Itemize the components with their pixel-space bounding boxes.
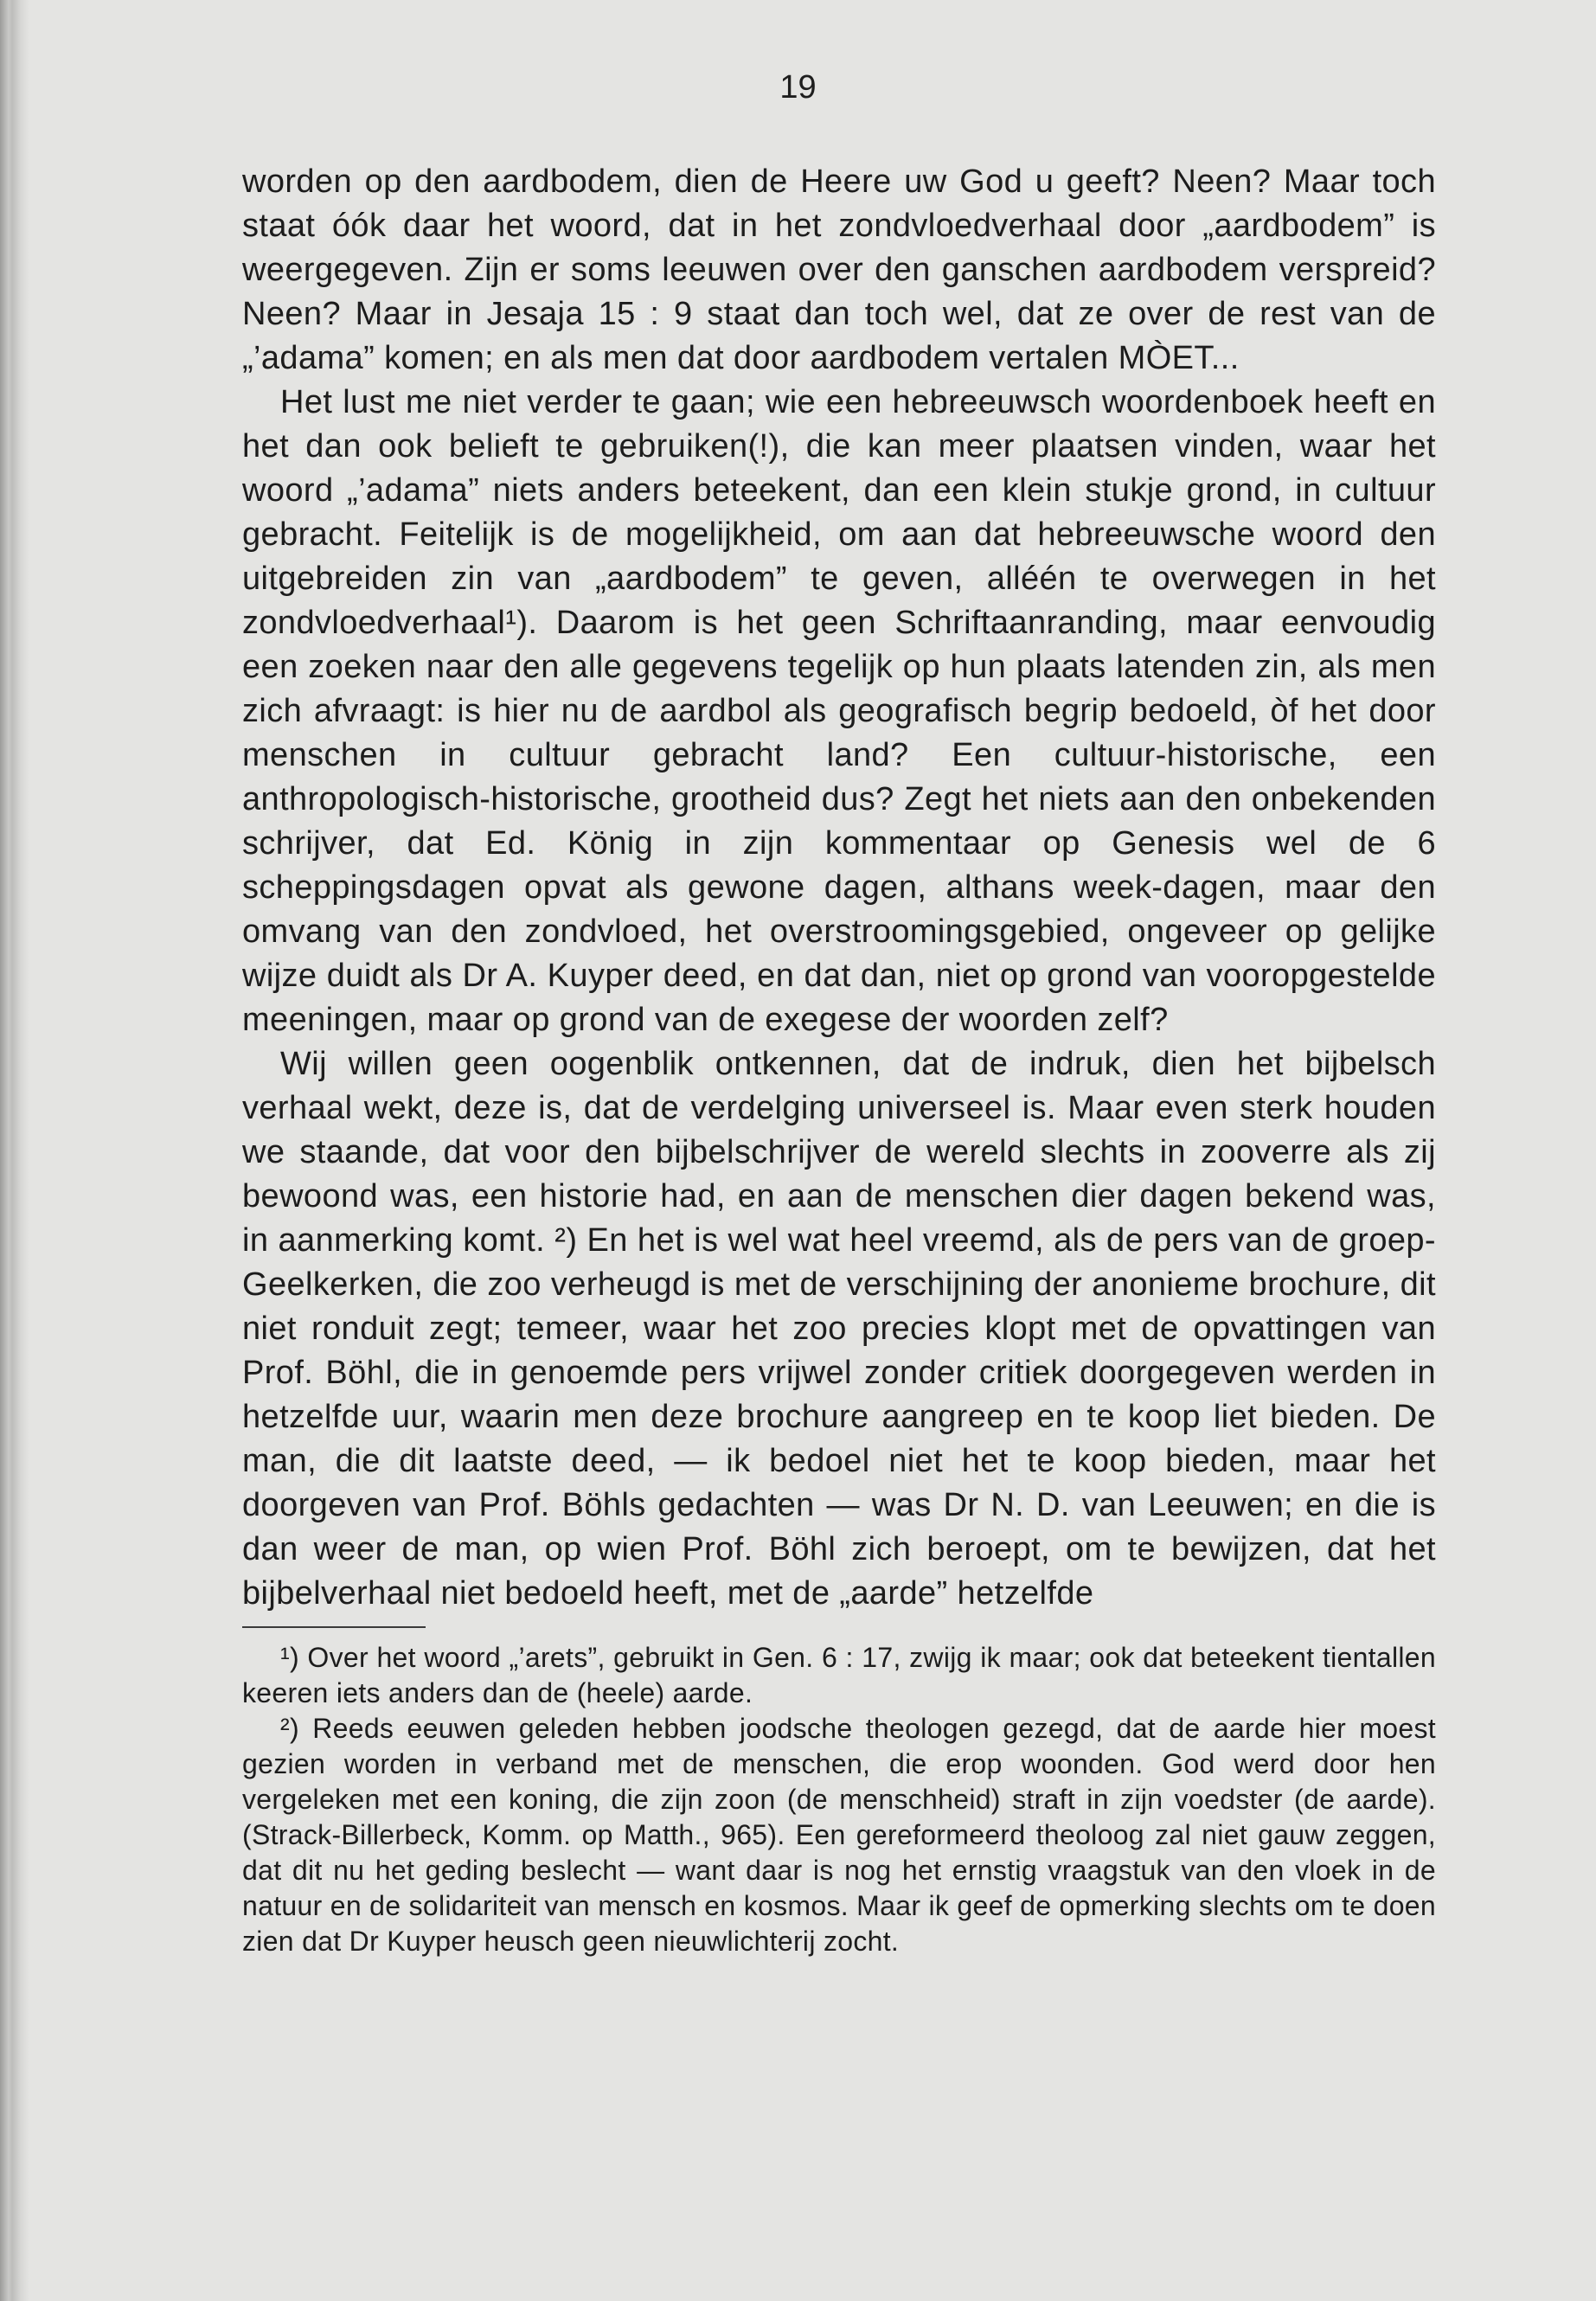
body-text (242, 160, 1436, 1616)
footnote-1: ¹) Over het woord „’arets”, gebruikt in Gen. 6 : 17, zwijg ik maar; ook dat beteekent tientallen keeren iets anders dan de (heele) aarde. (242, 1642, 1436, 1708)
footnotes (242, 1640, 1436, 1959)
footnote-2: ²) Reeds eeuwen geleden hebben joodsche theologen gezegd, dat de aarde hier moest gezien worden in verband met de menschen, die erop woonden. God werd door hen vergeleken met een koning, die zijn zoon (de menschheid) straft in zijn voedster (de aarde). (Strack-Billerbeck, Komm. op Matth., 965). Een gereformeerd theoloog zal niet gauw zeggen, dat dit nu het geding beslecht — want daar is nog het ernstig vraagstuk van den vloek in de natuur en de solidariteit van mensch en kosmos. Maar ik geef de opmerking slechts om te doen zien dat Dr Kuyper heusch geen nieuwlichterij zocht. (242, 1713, 1436, 1957)
page-number: 19 (779, 69, 817, 106)
page-binding-edge (0, 0, 29, 2301)
paragraph-3: Wij willen geen oogenblik ontkennen, dat de indruk, dien het bijbelsch verhaal wekt, deze is, dat de verdelging universeel is. Maar even sterk houden we staande, dat voor den bijbelschrijver de wereld slechts in zooverre als zij bewoond was, een historie had, en aan de menschen dier dagen bekend was, in aanmerking komt. ²) En het is wel wat heel vreemd, als de pers van de groep-Geelkerken, die zoo verheugd is met de verschijning der anonieme brochure, dit niet ronduit zegt; temeer, waar het zoo precies klopt met de opvattingen van Prof. Böhl, die in genoemde pers vrijwel zonder critiek doorgegeven werden in hetzelfde uur, waarin men deze brochure aangreep en te koop liet bieden. De man, die dit laatste deed, — ik bedoel niet het te koop bieden, maar het doorgeven van Prof. Böhls gedachten — was Dr N. D. van Leeuwen; en die is dan weer de man, op wien Prof. Böhl zich beroept, om te bewijzen, dat het bijbelverhaal niet bedoeld heeft, met de „aarde” hetzelfde (242, 1046, 1436, 1612)
page-content (242, 160, 1436, 1959)
footnote-divider (242, 1626, 426, 1628)
paragraph-2: Het lust me niet verder te gaan; wie een hebreeuwsch woordenboek heeft en het dan ook belieft te gebruiken(!), die kan meer plaatsen vinden, waar het woord „’adama” niets anders beteekent, dan een klein stukje grond, in cultuur gebracht. Feitelijk is de mogelijkheid, om aan dat hebreeuwsche woord den uitgebreiden zin van „aardbodem” te geven, alléén te overwegen in het zondvloedverhaal¹). Daarom is het geen Schriftaanranding, maar eenvoudig een zoeken naar den alle gegevens tegelijk op hun plaats latenden zin, als men zich afvraagt: is hier nu de aardbol als geografisch begrip bedoeld, òf het door menschen in cultuur gebracht land? Een cultuur-historische, een anthropologisch-historische, grootheid dus? Zegt het niets aan den onbekenden schrijver, dat Ed. König in zijn kommentaar op Genesis wel de 6 scheppingsdagen opvat als gewone dagen, althans week-dagen, maar den omvang van den zondvloed, het overstroomingsgebied, ongeveer op gelijke wijze duidt als Dr A. Kuyper deed, en dat dan, niet op grond van vooropgestelde meeningen, maar op grond van de exegese der woorden zelf? (242, 384, 1436, 1038)
paragraph-1: worden op den aardbodem, dien de Heere uw God u geeft? Neen? Maar toch staat óók daar het woord, dat in het zondvloedverhaal door „aardbodem” is weergegeven. Zijn er soms leeuwen over den ganschen aardbodem verspreid? Neen? Maar in Jesaja 15 : 9 staat dan toch wel, dat ze over de rest van de „’adama” komen; en als men dat door aardbodem vertalen MÒET... (242, 163, 1436, 376)
